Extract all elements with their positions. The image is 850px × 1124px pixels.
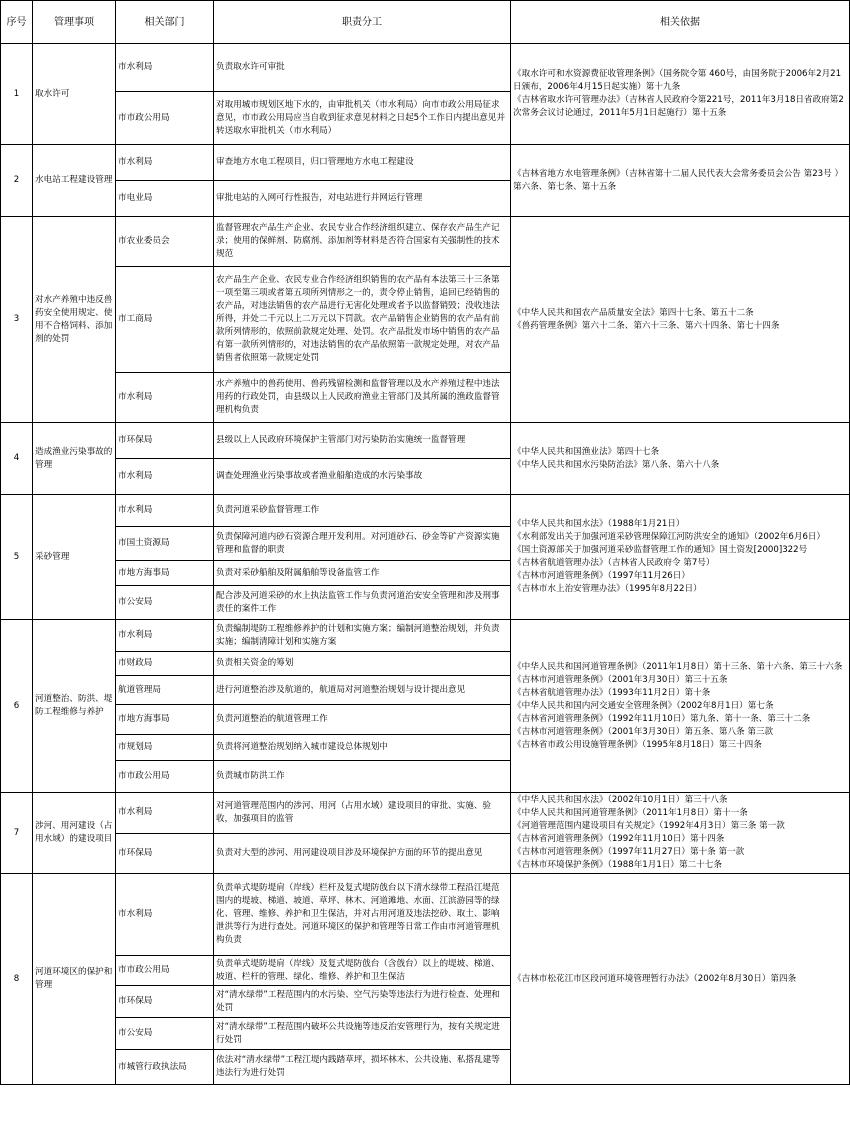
basis-cell <box>511 495 850 620</box>
table-row <box>1 145 850 181</box>
duty-text: 调查处理渔业污染事故或者渔业船舶造成的水污染事故 <box>214 459 511 495</box>
basis-cell <box>511 793 850 874</box>
item-name: 涉河、用河建设（占用水域）的建设项目 <box>33 793 116 874</box>
item-name: 取水许可 <box>33 44 116 145</box>
department: 市水利局 <box>116 145 214 181</box>
department: 市公安局 <box>116 1018 214 1050</box>
basis-line: 《吉林省航道管理办法》（吉林省人民政府令 第7号） <box>513 558 715 568</box>
row-number: 4 <box>1 423 33 495</box>
table-row <box>1 217 850 267</box>
table-row <box>1 44 850 92</box>
header-dept: 相关部门 <box>116 1 214 44</box>
department: 市市政公用局 <box>116 92 214 145</box>
row-number: 3 <box>1 217 33 423</box>
basis-line: 《吉林市河道管理条例》（2001年3月30日）第三十五条 <box>513 674 728 685</box>
basis-line: 《吉林省地方水电管理条例》（吉林省第十二届人民代表大会常务委员会公告 第23号 ）第六条、第七条、第十五条 <box>513 168 844 192</box>
duty-text: 审批电站的入网可行性报告，对电站进行并网运行管理 <box>214 181 511 217</box>
row-number: 7 <box>1 793 33 874</box>
duty-text: 对取用城市规划区地下水的，由审批机关（市水利局）向市市政公用局征求意见，市市政公用局应当自收到征求意见材料之日起5个工作日内提出意见并转送取水审批机关（市水利局） <box>214 92 511 145</box>
department: 市地方海事局 <box>116 705 214 735</box>
basis-line: 《吉林市河道管理条例》（1997年11月27日）第十条 第一款 <box>513 847 745 857</box>
duty-text: 依法对“清水绿带”工程江堤内践踏草坪，损坏林木、公共设施、私搭乱建等违法行为进行处罚 <box>214 1050 511 1085</box>
department: 市水利局 <box>116 459 214 495</box>
duty-text: 负责编制堤防工程维修养护的计划和实施方案；编制河道整治规划，并负责实施；编制清障计划和实施方案 <box>214 620 511 652</box>
row-number: 8 <box>1 874 33 1085</box>
department: 市市政公用局 <box>116 956 214 986</box>
duty-text: 对“清水绿带”工程范围内破坏公共设施等违反治安管理行为，按有关规定进行处罚 <box>214 1018 511 1050</box>
basis-line: 《吉林市河道管理条例》（1997年11月26日） <box>513 571 690 581</box>
department: 市环保局 <box>116 423 214 459</box>
header-item: 管理事项 <box>33 1 116 44</box>
row-number: 6 <box>1 620 33 793</box>
department: 市电业局 <box>116 181 214 217</box>
duty-text: 负责将河道整治规划纳入城市建设总体规划中 <box>214 735 511 761</box>
duty-text: 负责河道采砂监督管理工作 <box>214 495 511 527</box>
basis-line: 《国土资源部关于加强河道采砂监督管理工作的通知》国土资发[2000]322号 <box>513 545 808 555</box>
table-row <box>1 423 850 459</box>
duty-text: 监督管理农产品生产企业、农民专业合作经济组织建立、保存农产品生产记录；使用的保鲜剂、防腐剂、添加剂等材料是否符合国家有关强制性的技术规范 <box>214 217 511 267</box>
item-name: 采砂管理 <box>33 495 116 620</box>
duty-text: 负责单式堤防堤肩（岸线）栏杆及复式堤防戗台以下清水绿带工程沿江堤范围内的堤坡、梯道、坡道、草坪、林木、河道滩地、水面、江滨游园等的绿化、管理、维修、养护和卫生保洁，并对占用河道及违法挖砂、取土、影响泄洪等行为进行查处。河道环境区的保护和管理等日常工作由市河道管理机构负责 <box>214 874 511 956</box>
department: 市城管行政执法局 <box>116 1050 214 1085</box>
duty-text: 进行河道整治涉及航道的，航道局对河道整治规划与设计提出意见 <box>214 676 511 705</box>
duty-text: 负责对大型的涉河、用河建设项目涉及环境保护方面的环节的提出意见 <box>214 833 511 874</box>
duty-text: 对河道管理范围内的涉河、用河（占用水域）建设项目的审批、实施、验收，加强项目的监管 <box>214 793 511 834</box>
duty-text: 负责河道整治的航道管理工作 <box>214 705 511 735</box>
department: 市水利局 <box>116 373 214 423</box>
table-body <box>1 44 850 1085</box>
item-name: 造成渔业污染事故的管理 <box>33 423 116 495</box>
duty-text: 负责对采砂船舶及附属船舶等设备监管工作 <box>214 561 511 586</box>
department: 市市政公用局 <box>116 761 214 793</box>
basis-line: 《中华人民共和国渔业法》第四十七条 <box>513 446 660 457</box>
basis-line: 《吉林市河道管理条例》（2001年3月30日）第五条、第八条 第三款 <box>513 726 774 737</box>
basis-line: 《中华人民共和国河道管理条例》（2011年1月8日）第十三条、第十六条、第三十六条 <box>513 661 843 672</box>
duty-text: 负责单式堤防堤肩（岸线）及复式堤防戗台（含戗台）以上的堤坡、梯道、坡道、栏杆的管理、绿化、维修、养护和卫生保洁 <box>214 956 511 986</box>
header-no: 序号 <box>1 1 33 44</box>
item-name: 河道环境区的保护和管理 <box>33 874 116 1085</box>
table-row <box>1 495 850 527</box>
department: 市农业委员会 <box>116 217 214 267</box>
row-number: 2 <box>1 145 33 217</box>
basis-line: 《中华人民共和国河道管理条例》（2011年1月8日）第十一条 <box>513 808 748 818</box>
department: 市环保局 <box>116 833 214 874</box>
basis-line: 《兽药管理条例》第六十二条、第六十三条、第六十四条、第七十四条 <box>513 320 780 331</box>
department: 市水利局 <box>116 793 214 834</box>
department: 市工商局 <box>116 267 214 373</box>
duty-text: 审查地方水电工程项目，归口管理地方水电工程建设 <box>214 145 511 181</box>
basis-cell <box>511 217 850 423</box>
basis-line: 《吉林省河道管理条例》（1992年11月10日）第九条、第十一条、第三十二条 <box>513 713 811 724</box>
header-duty: 职责分工 <box>214 1 511 44</box>
basis-line: 《中华人民共和国内河交通安全管理条例》（2002年8月1日）第七条 <box>513 700 774 711</box>
department: 市水利局 <box>116 495 214 527</box>
basis-line: 《中华人民共和国水污染防治法》第八条、第六十八条 <box>513 459 720 470</box>
basis-line: 《吉林市松花江市区段河道环境管理暂行办法》（2002年8月30日）第四条 <box>513 973 797 984</box>
header-row <box>1 1 850 44</box>
basis-line: 《吉林市水上治安管理办法》（1995年8月22日） <box>513 584 702 594</box>
duty-text: 县级以上人民政府环境保护主管部门对污染防治实施统一监督管理 <box>214 423 511 459</box>
basis-cell <box>511 145 850 217</box>
item-name: 河道整治、防洪、堤防工程维修与养护 <box>33 620 116 793</box>
duty-text: 对“清水绿带”工程范围内的水污染、空气污染等违法行为进行检查、处理和处罚 <box>214 986 511 1018</box>
department: 市规划局 <box>116 735 214 761</box>
department: 航道管理局 <box>116 676 214 705</box>
basis-line: 《水利部发出关于加强河道采砂管理保障江河防洪安全的通知》（2002年6月6日） <box>513 532 826 542</box>
basis-line: 《河道管理范围内建设项目有关规定》（1992年4月3日）第三条 第一款 <box>513 821 785 831</box>
department: 市环保局 <box>116 986 214 1018</box>
department: 市国土资源局 <box>116 527 214 561</box>
basis-cell <box>511 423 850 495</box>
row-number: 5 <box>1 495 33 620</box>
department: 市水利局 <box>116 874 214 956</box>
department: 市水利局 <box>116 620 214 652</box>
table-row <box>1 874 850 956</box>
basis-line: 《吉林省航道管理办法》（1993年11月2日）第十条 <box>513 687 711 698</box>
basis-line: 《吉林市环境保护条例》（1988年1月1日）第二十七条 <box>513 860 722 870</box>
row-number: 1 <box>1 44 33 145</box>
basis-line: 《取水许可和水资源费征收管理条例》（国务院令第 460号，由国务院于2006年2月21日颁布，2006年4月15日起实施）第十九条 <box>513 69 842 92</box>
basis-cell <box>511 620 850 793</box>
header-basis: 相关依据 <box>511 1 850 44</box>
department: 市地方海事局 <box>116 561 214 586</box>
department: 市水利局 <box>116 44 214 92</box>
department: 市公安局 <box>116 586 214 620</box>
department: 市财政局 <box>116 652 214 676</box>
item-name: 对水产养殖中违反兽药安全使用规定、使用不合格饲料、添加剂的处罚 <box>33 217 116 423</box>
duty-text: 负责保障河道内砂石资源合理开发利用。对河道砂石、砂金等矿产资源实施管理和监督的职责 <box>214 527 511 561</box>
basis-line: 《中华人民共和国水法》（2002年10月1日）第三十八条 <box>513 795 728 805</box>
table-row <box>1 793 850 834</box>
duty-text: 负责取水许可审批 <box>214 44 511 92</box>
duty-text: 配合涉及河道采砂的水上执法监管工作与负责河道治安安全管理和涉及刑事责任的案件工作 <box>214 586 511 620</box>
duty-text: 负责相关资金的筹划 <box>214 652 511 676</box>
duty-text: 负责城市防洪工作 <box>214 761 511 793</box>
basis-line: 《中华人民共和国水法》（1988年1月21日） <box>513 519 685 529</box>
duty-text: 农产品生产企业、农民专业合作经济组织销售的农产品有本法第三十三条第一项至第三项或者第五项所列情形之一的，责令停止销售，追回已经销售的农产品，对违法销售的农产品进行无害化处理或者予以监督销毁；没收违法所得，并处二千元以上二万元以下罚款。农产品销售企业销售的农产品有前款所列情形的，依照前款规定处理、处罚。农产品批发市场中销售的农产品有第一款所列情形的，对违法销售的农产品依照第一款规定处理，对农产品销售者依照第一款规定处罚 <box>214 267 511 373</box>
table-row <box>1 620 850 652</box>
basis-line: 《吉林省取水许可管理办法》（吉林省人民政府令第221号，2011年3月18日省政府第2次常务会议讨论通过，2011年5月1日起施行）第十五条 <box>513 95 844 118</box>
basis-cell <box>511 44 850 145</box>
duty-text: 水产养殖中的兽药使用、兽药残留检测和监督管理以及水产养殖过程中违法用药的行政处罚，由县级以上人民政府渔业主管部门及其所属的渔政监督管理机构负责 <box>214 373 511 423</box>
basis-line: 《吉林省市政公用设施管理条例》（1995年8月18日）第三十四条 <box>513 739 762 750</box>
basis-cell <box>511 874 850 1085</box>
basis-line: 《吉林省河道管理条例》（1992年11月10日）第十四条 <box>513 834 725 844</box>
basis-line: 《中华人民共和国农产品质量安全法》第四十七条、第五十二条 <box>513 307 754 318</box>
item-name: 水电站工程建设管理 <box>33 145 116 217</box>
